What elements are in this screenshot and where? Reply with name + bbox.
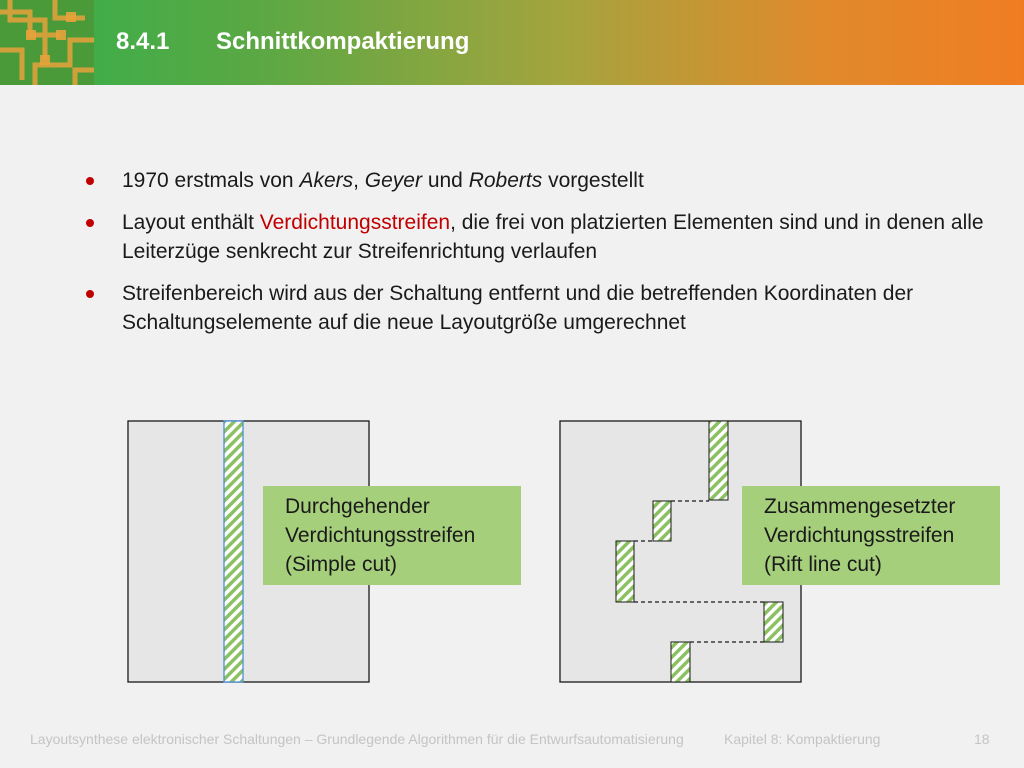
footer-course: Layoutsynthese elektronischer Schaltungen – Grundlegende Algorithmen für die Entwurfsautomatisierung [30, 731, 684, 747]
compaction-stripe-continuous [224, 421, 243, 682]
section-number: 8.4.1 [116, 28, 170, 55]
callout-simple-cut: Durchgehender Verdichtungsstreifen (Simple cut) [263, 486, 521, 585]
stripe-segment-1 [709, 421, 728, 500]
bullet-text: Streifenbereich wird aus der Schaltung entfernt und die betreffenden Koordinaten der Schaltungselemente auf die neue Layoutgröße umgerechnet [122, 282, 914, 334]
footer-chapter: Kapitel 8: Kompaktierung [724, 731, 881, 747]
stripe-segment-3 [616, 541, 634, 602]
bullet-text: Layout enthält Verdichtungsstreifen, die frei von platzierten Elementen sind und in denen alle Leiterzüge senkrecht zur Streifenrichtung verlaufen [122, 211, 984, 263]
stripe-segment-2 [653, 501, 671, 541]
slide-title: Schnittkompaktierung [216, 28, 470, 55]
footer-page-number: 18 [974, 731, 990, 747]
stripe-segment-5 [671, 642, 690, 682]
stripe-segment-4 [764, 602, 783, 642]
callout-rift-line-cut: Zusammengesetzter Verdichtungsstreifen (Rift line cut) [742, 486, 1000, 585]
bullet-text: 1970 erstmals von Akers, Geyer und Roberts vorgestellt [122, 169, 644, 192]
